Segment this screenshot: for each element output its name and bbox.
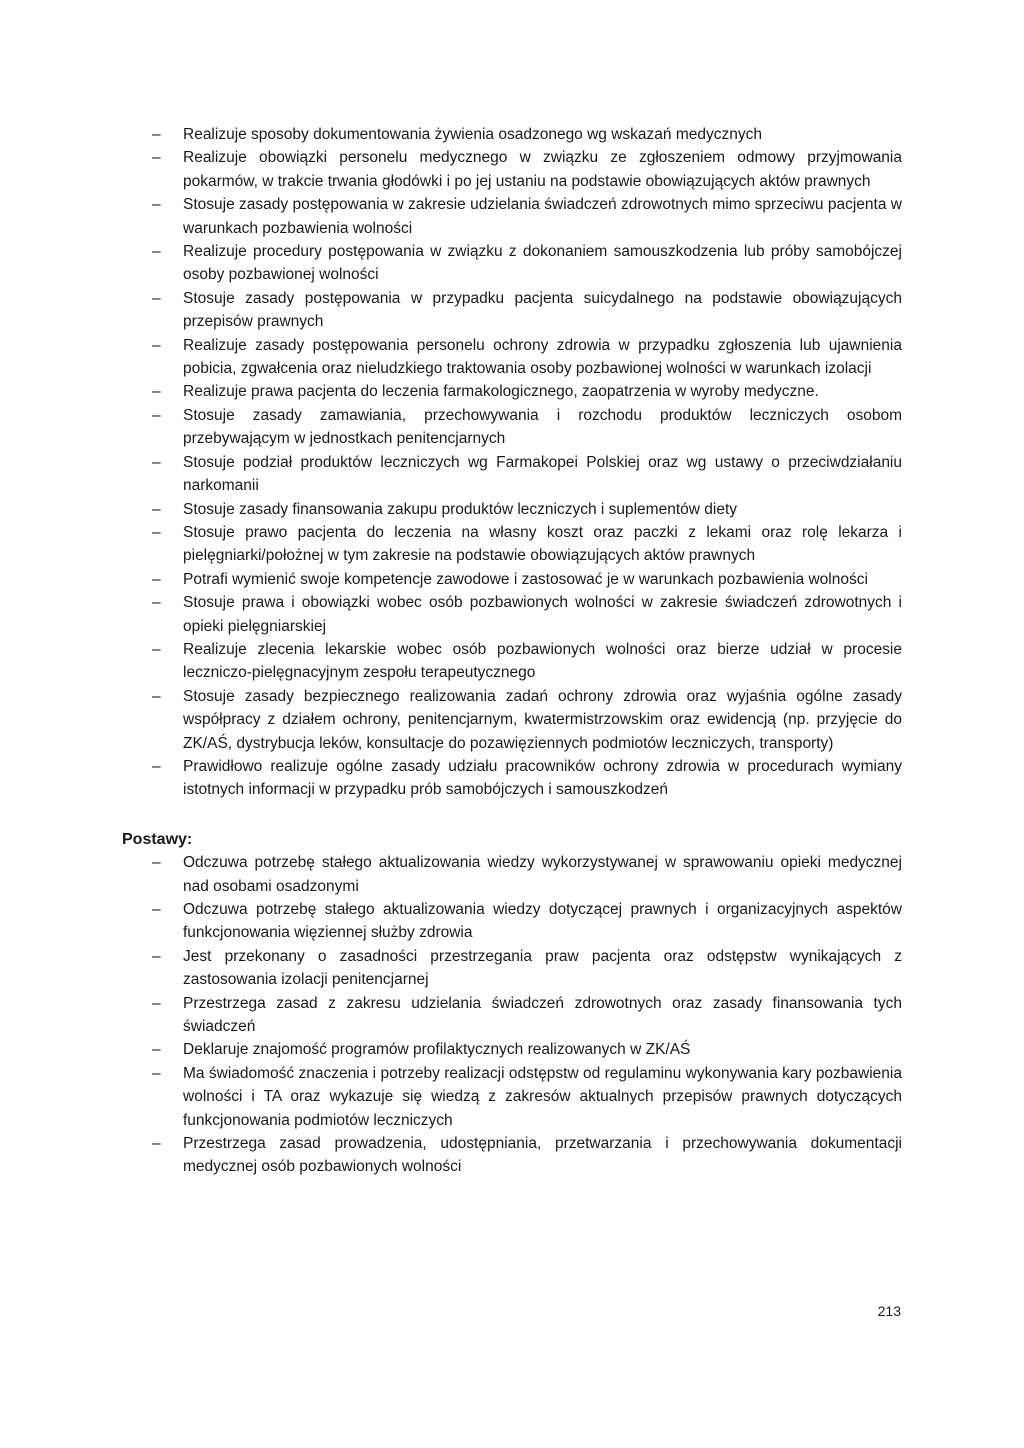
list-item-text: Realizuje prawa pacjenta do leczenia farmakologicznego, zaopatrzenia w wyroby medyczne.	[183, 383, 819, 401]
bullet-dash: –	[152, 383, 161, 401]
list-item-text: Stosuje zasady zamawiania, przechowywania i rozchodu produktów leczniczych osobom przebywającym w jednostkach penitencjarnych	[183, 406, 902, 448]
bullet-dash: –	[152, 947, 161, 965]
list-item	[152, 193, 902, 240]
bullet-dash: –	[152, 854, 161, 872]
list-item	[152, 498, 902, 521]
page-number: 213	[877, 1303, 901, 1319]
bullet-dash: –	[152, 196, 161, 214]
list-item-text: Stosuje zasady postępowania w przypadku pacjenta suicydalnego na podstawie obowiązujących przepisów prawnych	[183, 289, 902, 331]
bullet-dash: –	[152, 523, 161, 541]
list-item	[152, 451, 902, 498]
list-item-text: Stosuje zasady finansowania zakupu produktów leczniczych i suplementów diety	[183, 500, 737, 518]
list-item	[152, 287, 902, 334]
list-item	[152, 380, 902, 403]
list-item-text: Realizuje sposoby dokumentowania żywienia osadzonego wg wskazań medycznych	[183, 126, 762, 143]
bullet-dash: –	[152, 336, 161, 354]
bullet-dash: –	[152, 453, 161, 471]
list-item-text: Potrafi wymienić swoje kompetencje zawodowe i zastosować je w warunkach pozbawienia wolności	[183, 570, 868, 588]
bullet-dash: –	[152, 1135, 161, 1153]
list-item	[152, 334, 902, 381]
bullet-dash: –	[152, 1041, 161, 1059]
bullet-dash: –	[152, 687, 161, 705]
bullet-dash: –	[152, 757, 161, 775]
bullet-dash: –	[152, 1064, 161, 1082]
bullet-dash: –	[152, 994, 161, 1012]
bullet-dash: –	[152, 640, 161, 658]
list-item	[152, 1062, 902, 1132]
list-item	[152, 123, 902, 146]
list-item-text: Realizuje zasady postępowania personelu ochrony zdrowia w przypadku zgłoszenia lub ujawnienia pobicia, zgwałcenia oraz nieludzkiego traktowania osoby pozbawionej wolności w warunkach izolacji	[183, 336, 902, 378]
bullet-dash: –	[152, 594, 161, 612]
list-item-text: Stosuje zasady bezpiecznego realizowania zadań ochrony zdrowia oraz wyjaśnia ogólne zasady współpracy z działem ochrony, penitencjarnym, kwatermistrzowskim oraz ewidencją (np. przyjęcie do ZK/AŚ, dystrybucja leków, konsultacje do pozawięziennych podmiotów leczniczych, transporty)	[183, 687, 902, 752]
bullet-dash: –	[152, 901, 161, 918]
list-item	[152, 638, 902, 685]
list-item-text: Stosuje podział produktów leczniczych wg Farmakopei Polskiej oraz wg ustawy o przeciwdziałaniu narkomanii	[183, 453, 902, 495]
list-item	[152, 851, 902, 898]
list-item-text: Realizuje obowiązki personelu medycznego w związku ze zgłoszeniem odmowy przyjmowania pokarmów, w trakcie trwania głodówki i po jej ustaniu na podstawie obowiązujących aktów prawnych	[183, 149, 902, 190]
list-item-text: Jest przekonany o zasadności przestrzegania praw pacjenta oraz odstępstw wynikających z zastosowania izolacji penitencjarnej	[183, 947, 902, 989]
attitudes-heading: Postawy:	[122, 830, 193, 848]
list-item	[152, 992, 902, 1039]
list-item-text: Realizuje procedury postępowania w związku z dokonaniem samouszkodzenia lub próby samobójczej osoby pozbawionej wolności	[183, 243, 902, 284]
bullet-dash: –	[152, 500, 161, 518]
list-item-text: Stosuje prawa i obowiązki wobec osób pozbawionych wolności w zakresie świadczeń zdrowotnych i opieki pielęgniarskiej	[183, 594, 902, 635]
bullet-dash: –	[152, 289, 161, 307]
list-item	[152, 1038, 902, 1061]
list-item-text: Realizuje zlecenia lekarskie wobec osób pozbawionych wolności oraz bierze udział w procesie leczniczo-pielęgnacyjnym zespołu terapeutycznego	[183, 640, 902, 682]
list-item-text: Deklaruje znajomość programów profilaktycznych realizowanych w ZK/AŚ	[183, 1041, 691, 1059]
list-item	[152, 898, 902, 945]
list-item	[152, 404, 902, 451]
bullet-dash: –	[152, 406, 161, 424]
bullet-dash: –	[152, 570, 161, 588]
list-item	[152, 521, 902, 568]
list-item-text: Odczuwa potrzebę stałego aktualizowania wiedzy dotyczącej prawnych i organizacyjnych aspektów funkcjonowania więziennej służby zdrowia	[183, 901, 902, 942]
list-item	[152, 568, 902, 591]
list-item	[152, 755, 902, 802]
attitudes-list	[0, 851, 1024, 1179]
bullet-dash: –	[152, 149, 161, 167]
list-item	[152, 685, 902, 755]
list-item-text: Stosuje zasady postępowania w zakresie udzielania świadczeń zdrowotnych mimo sprzeciwu pacjenta w warunkach pozbawienia wolności	[183, 196, 902, 237]
list-item	[152, 591, 902, 638]
list-item	[152, 1132, 902, 1179]
list-item-text: Prawidłowo realizuje ogólne zasady udziału pracowników ochrony zdrowia w procedurach wymiany istotnych informacji w przypadku prób samobójczych i samouszkodzeń	[183, 757, 902, 799]
bullet-dash: –	[152, 243, 161, 261]
skills-list	[0, 123, 1024, 802]
list-item	[152, 240, 902, 287]
list-item-text: Stosuje prawo pacjenta do leczenia na własny koszt oraz paczki z lekami oraz rolę lekarza i pielęgniarki/położnej w tym zakresie na podstawie obowiązujących aktów prawnych	[183, 523, 902, 565]
list-item-text: Przestrzega zasad z zakresu udzielania świadczeń zdrowotnych oraz zasady finansowania tych świadczeń	[183, 994, 902, 1036]
list-item	[152, 146, 902, 193]
page-content	[0, 123, 1024, 1179]
bullet-dash: –	[152, 126, 161, 143]
list-item-text: Ma świadomość znaczenia i potrzeby realizacji odstępstw od regulaminu wykonywania kary pozbawienia wolności i TA oraz wykazuje się wiedzą z zakresów aktualnych przepisów prawnych dotyczących funkcjonowania podmiotów leczniczych	[183, 1064, 902, 1129]
list-item	[152, 945, 902, 992]
list-item-text: Przestrzega zasad prowadzenia, udostępniania, przetwarzania i przechowywania dokumentacji medycznej osób pozbawionych wolności	[183, 1135, 902, 1176]
list-item-text: Odczuwa potrzebę stałego aktualizowania wiedzy wykorzystywanej w sprawowaniu opieki medycznej nad osobami osadzonymi	[183, 854, 902, 895]
